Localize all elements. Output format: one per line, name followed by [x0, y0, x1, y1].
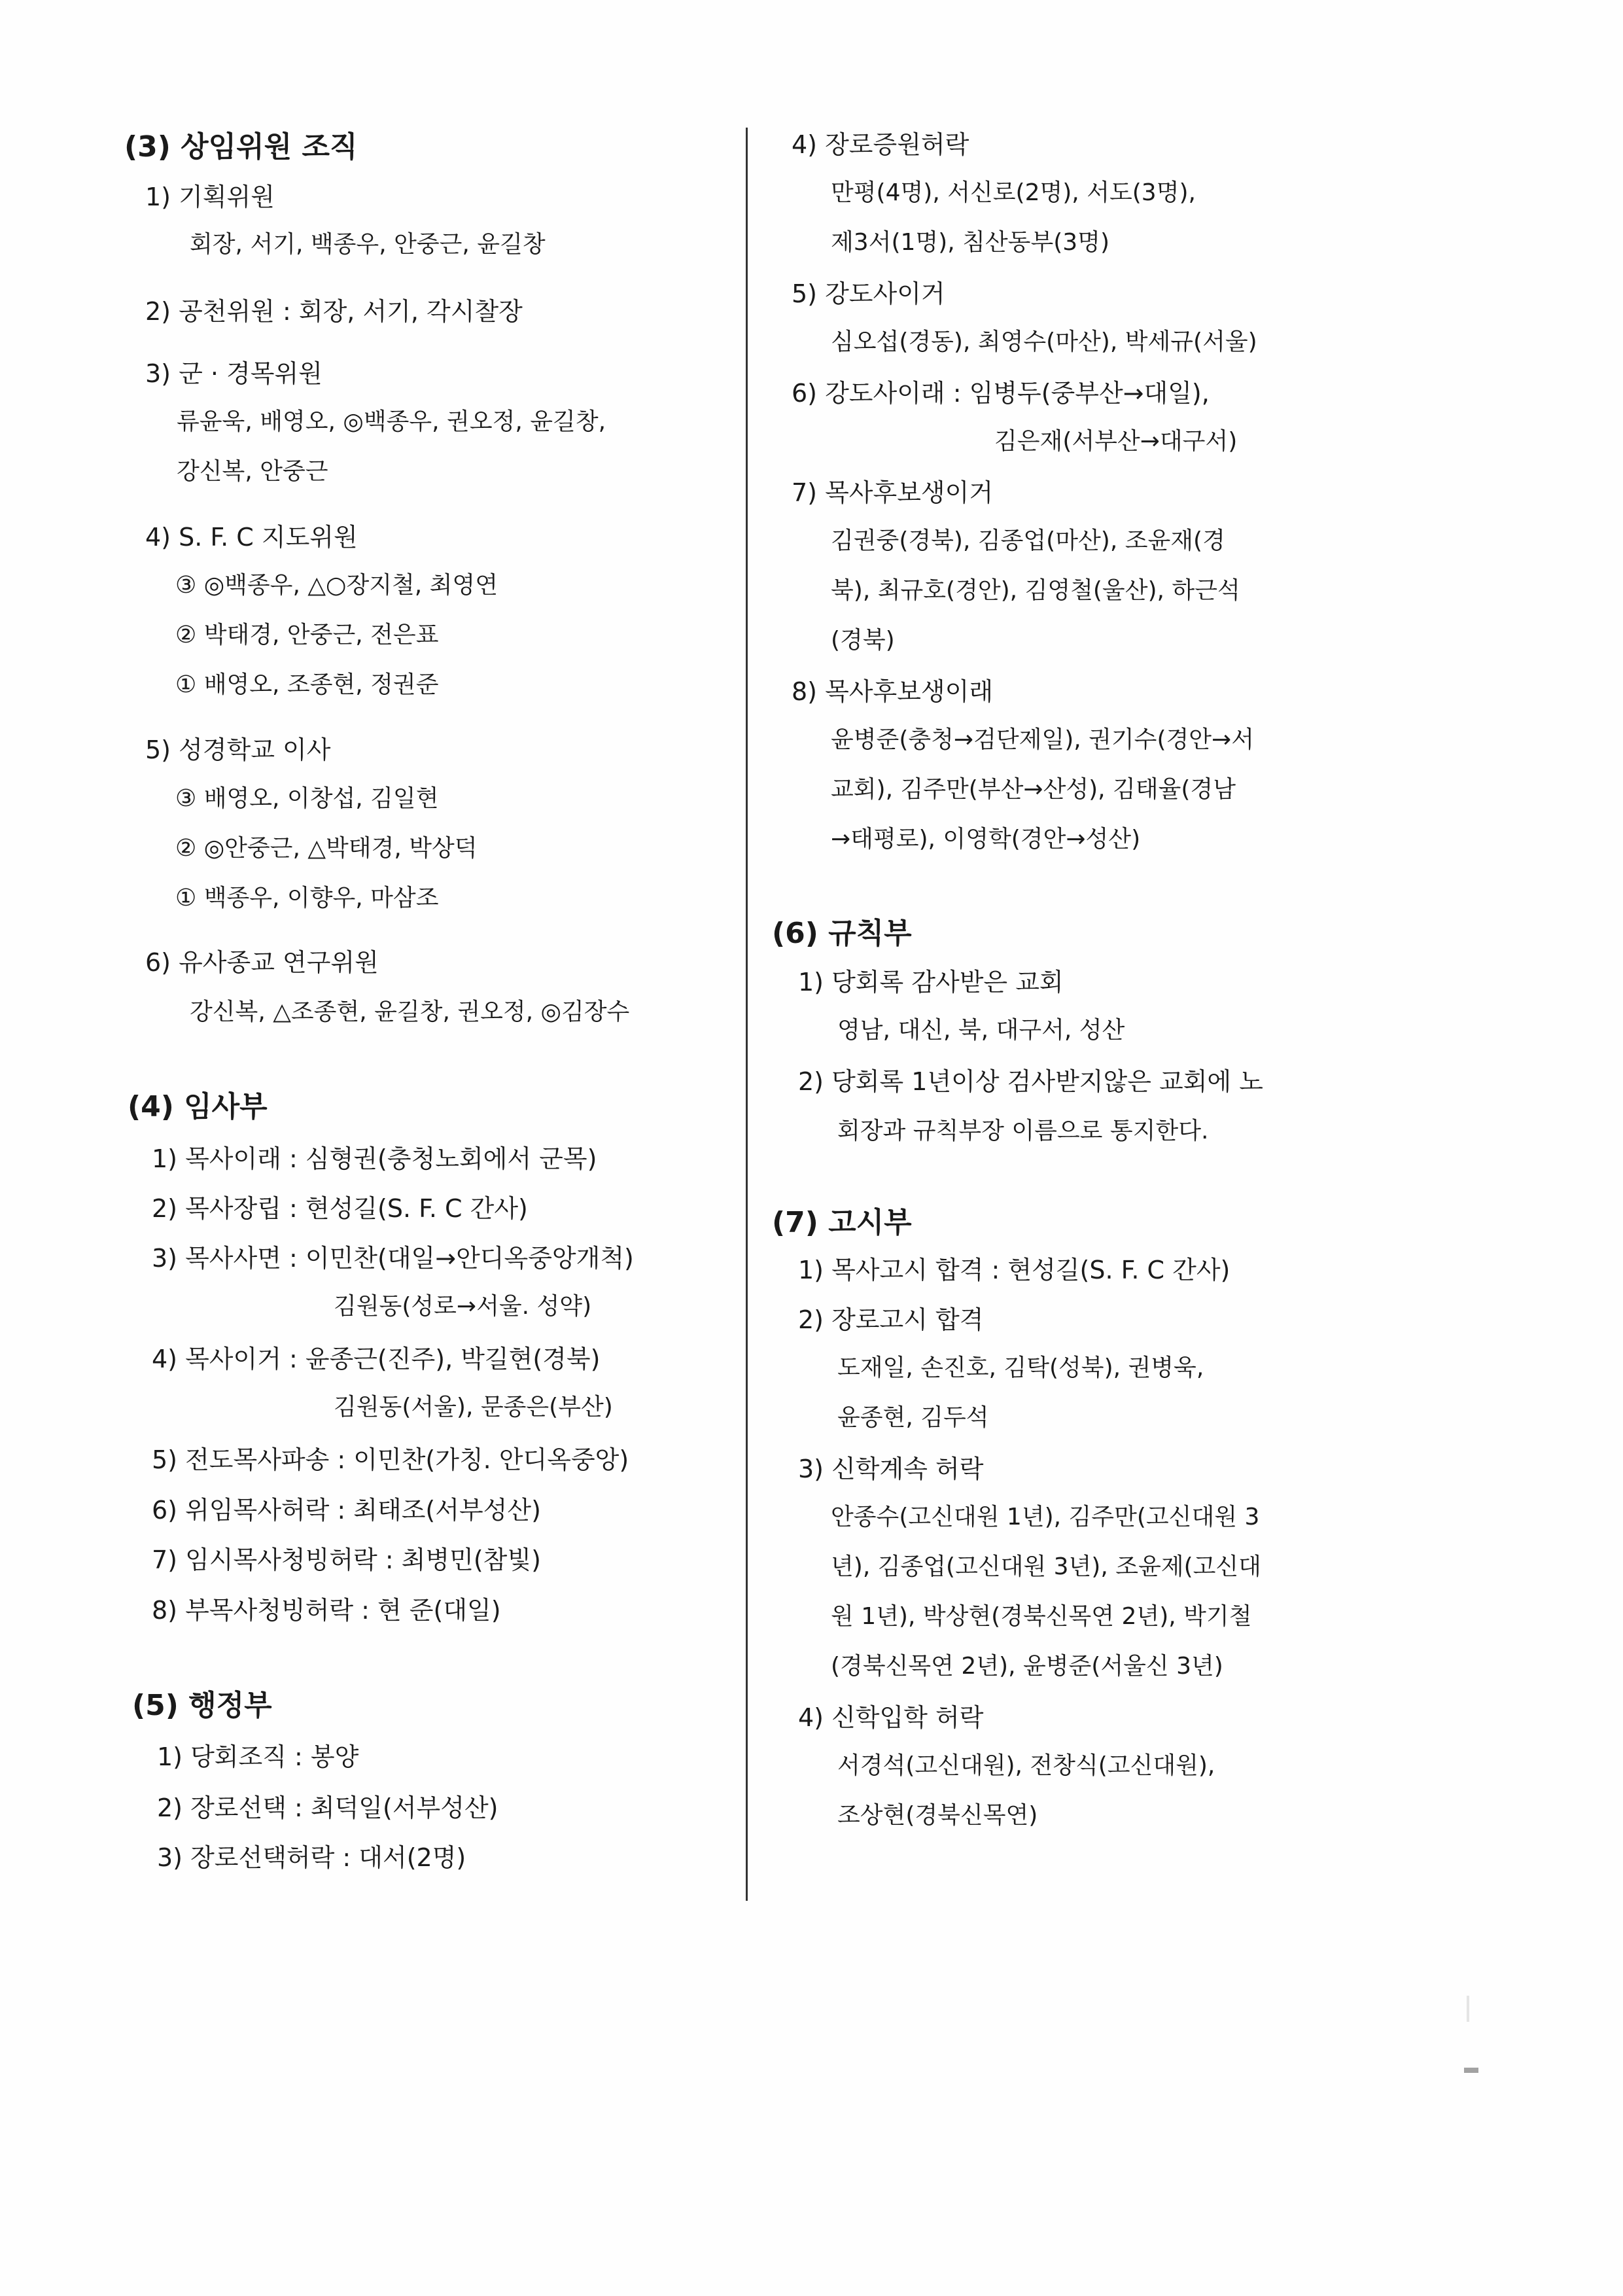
section-4-title: (4) 임사부 — [128, 1090, 268, 1123]
item-line: 교회), 김주만(부산→산성), 김태율(경남 — [831, 776, 1236, 803]
item-line: →태평로), 이영학(경안→성산) — [831, 826, 1141, 853]
item-line: (경북신목연 2년), 윤병준(서울신 3년) — [831, 1653, 1223, 1680]
item-title: 4) 장로증원허락 — [792, 130, 969, 159]
item-title: 2) 공천위원 : 회장, 서기, 각시찰장 — [145, 297, 523, 326]
item-title: 8) 목사후보생이래 — [792, 677, 994, 706]
item-line: ② 박태경, 안중근, 전은표 — [175, 622, 439, 648]
item-line: 5) 전도목사파송 : 이민찬(가칭. 안디옥중앙) — [152, 1445, 629, 1474]
item-line: 도재일, 손진호, 김탁(성북), 권병욱, — [837, 1354, 1204, 1381]
item-line: 1) 당회조직 : 봉양 — [157, 1742, 359, 1771]
item-title: 5) 성경학교 이사 — [145, 735, 331, 764]
item-line: 만평(4명), 서신로(2명), 서도(3명), — [831, 179, 1196, 206]
item-line: 영남, 대신, 북, 대구서, 성산 — [837, 1017, 1125, 1044]
item-line: 회장, 서기, 백종우, 안중근, 윤길창 — [190, 231, 546, 258]
item-line: 2) 목사장립 : 현성길(S. F. C 간사) — [152, 1194, 528, 1223]
item-title: 2) 당회록 1년이상 검사받지않은 교회에 노 — [798, 1067, 1263, 1096]
item-line: 윤병준(충청→검단제일), 권기수(경안→서 — [831, 726, 1254, 753]
item-line: ① 백종우, 이향우, 마삼조 — [175, 885, 439, 911]
item-line: ② ◎안중근, △박태경, 박상덕 — [175, 835, 478, 862]
item-line: 회장과 규칙부장 이름으로 통지한다. — [837, 1118, 1209, 1144]
item-line: ③ ◎백종우, △○장지철, 최영연 — [175, 572, 498, 599]
item-title: 6) 강도사이래 : 임병두(중부산→대일), — [792, 379, 1210, 408]
right-column — [746, 0, 1623, 2296]
item-line: 3) 목사사면 : 이민찬(대일→안디옥중앙개척) — [152, 1244, 634, 1273]
item-line: 6) 위임목사허락 : 최태조(서부성산) — [152, 1496, 541, 1525]
item-title: 2) 장로고시 합격 — [798, 1305, 984, 1334]
item-line: 강신복, △조종현, 윤길창, 권오정, ◎김장수 — [190, 998, 630, 1025]
item-line: 심오섭(경동), 최영수(마산), 박세규(서울) — [831, 328, 1257, 355]
item-line: 조상현(경북신목연) — [837, 1802, 1038, 1829]
item-title: 3) 신학계속 허락 — [798, 1455, 984, 1483]
scan-mark — [1467, 1996, 1469, 2022]
item-line: 김원동(서울), 문종은(부산) — [334, 1394, 613, 1421]
section-3-title: (3) 상임위원 조직 — [124, 130, 358, 164]
item-line: ③ 배영오, 이창섭, 김일현 — [175, 785, 439, 812]
item-title: 4) S. F. C 지도위원 — [145, 523, 358, 552]
item-line: 1) 목사이래 : 심형권(충청노회에서 군목) — [152, 1144, 597, 1173]
item-line: 7) 임시목사청빙허락 : 최병민(참빛) — [152, 1545, 541, 1574]
item-title: 3) 군 · 경목위원 — [145, 359, 323, 388]
section-5-title: (5) 행정부 — [132, 1689, 272, 1722]
item-line: ① 배영오, 조종현, 정권준 — [175, 671, 439, 698]
item-line: 8) 부목사청빙허락 : 현 준(대일) — [152, 1596, 501, 1625]
item-line: 류윤욱, 배영오, ◎백종우, 권오정, 윤길창, — [177, 408, 606, 435]
item-line: 김원동(성로→서울. 성약) — [334, 1293, 592, 1320]
item-line: 3) 장로선택허락 : 대서(2명) — [157, 1843, 466, 1872]
item-line: 원 1년), 박상현(경북신목연 2년), 박기철 — [831, 1603, 1252, 1630]
section-7-title: (7) 고시부 — [772, 1206, 912, 1239]
item-line: 윤종현, 김두석 — [837, 1404, 989, 1431]
item-line: 년), 김종업(고신대원 3년), 조윤제(고신대 — [831, 1553, 1261, 1580]
item-line: 서경석(고신대원), 전창식(고신대원), — [837, 1752, 1215, 1779]
item-line: 북), 최규호(경안), 김영철(울산), 하근석 — [831, 577, 1240, 604]
item-line: 4) 목사이거 : 윤종근(진주), 박길현(경북) — [152, 1345, 601, 1373]
item-title: 6) 유사종교 연구위원 — [145, 948, 379, 977]
item-title: 5) 강도사이거 — [792, 279, 945, 308]
section-6-title: (6) 규칙부 — [772, 917, 912, 950]
item-title: 7) 목사후보생이거 — [792, 478, 994, 507]
item-title: 4) 신학입학 허락 — [798, 1703, 984, 1732]
item-title: 1) 목사고시 합격 : 현성길(S. F. C 간사) — [798, 1256, 1230, 1284]
item-line: 강신복, 안중근 — [177, 458, 328, 485]
item-line: 제3서(1명), 침산동부(3명) — [831, 229, 1109, 256]
item-title: 1) 기획위원 — [145, 183, 275, 211]
item-line: 김권중(경북), 김종업(마산), 조윤재(경 — [831, 527, 1225, 554]
item-line: 김은재(서부산→대구서) — [994, 428, 1238, 455]
left-column — [0, 0, 739, 2296]
scan-mark — [1464, 2068, 1478, 2073]
item-title: 1) 당회록 감사받은 교회 — [798, 968, 1064, 997]
item-line: (경북) — [831, 627, 895, 654]
item-line: 2) 장로선택 : 최덕일(서부성산) — [157, 1793, 498, 1822]
item-line: 안종수(고신대원 1년), 김주만(고신대원 3 — [831, 1504, 1260, 1530]
